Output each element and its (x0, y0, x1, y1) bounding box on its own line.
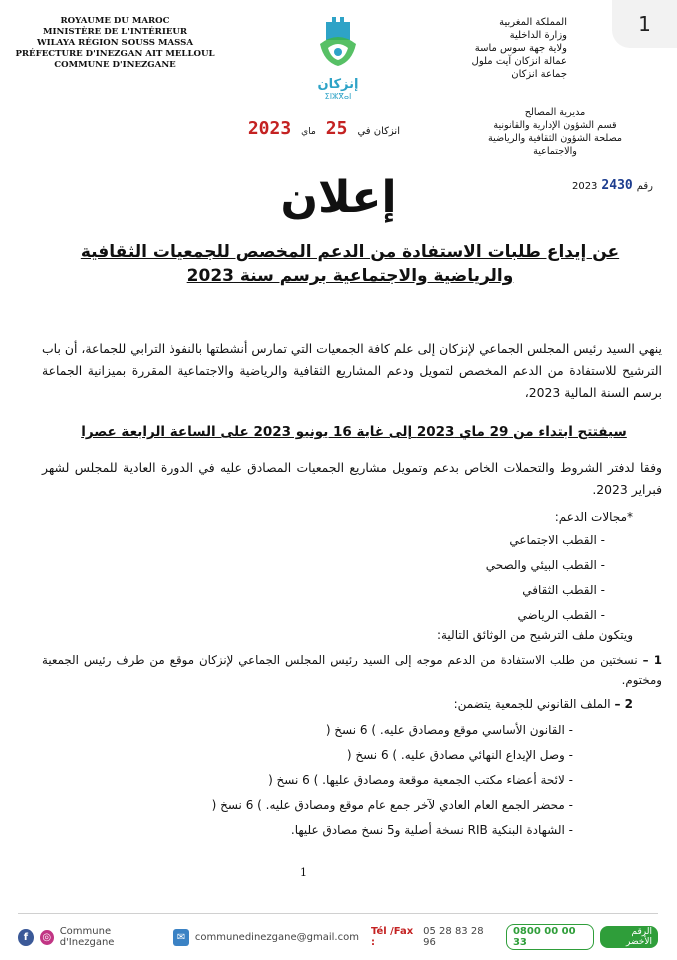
facebook-icon: f (18, 929, 34, 946)
logo-emblem-icon (298, 14, 378, 74)
footer-tel-label: Tél /Fax : (370, 926, 414, 948)
header-ar-line: وزارة الداخلية (509, 30, 567, 41)
doc-text: الملف القانوني للجمعية يتضمن: (453, 697, 611, 711)
legal-docs-list (212, 718, 573, 843)
page-number: 1 (300, 866, 307, 879)
list-item: - القطب الثقافي (522, 583, 605, 597)
list-item: - وصل الإيداع النهائي مصادق عليه. ) 6 نسخ ( (346, 748, 573, 762)
header-fr-line: WILAYA RÉGION SOUSS MASSA (36, 38, 194, 48)
header-ar-line: المملكة المغربية (499, 17, 567, 28)
doc-item-1 (42, 650, 662, 690)
date-year: 2023 (247, 118, 292, 139)
date-day: 25 (325, 118, 348, 139)
email-icon: ✉ (173, 929, 189, 946)
date-place: انزكان في (357, 126, 400, 137)
reference-label: رقم (636, 181, 653, 192)
list-item: - القانون الأساسي موقع ومصادق عليه. ) 6 نسخ ( (325, 723, 573, 737)
intro-paragraph: ينهي السيد رئيس المجلس الجماعي لإنزكان إلى علم كافة الجمعيات التي تمارس أنشطتها بالنفوذ الترابي للجماعة، أن باب الترشيح للاستفادة من الدعم المخصص لتمويل ودعم المشاريع الثقافية والرياضية والاجتماعية المقررة بميزانية الجماعة برسم السنة المالية 2023، (42, 341, 662, 400)
subtitle-line: عن إيداع طلبات الاستفادة من الدعم المخصص للجمعيات الثقافية (80, 242, 620, 262)
fields-title: *مجالات الدعم: (554, 510, 633, 524)
announcement-title: إعلان (280, 172, 397, 223)
department-line: مديرية المصالح (524, 107, 586, 118)
footer (18, 924, 658, 950)
green-number: 0800 00 00 33 (506, 924, 594, 950)
header-ar-line: عمالة انزكان آيت ملول (471, 56, 567, 67)
header-fr-line: COMMUNE D'INEZGANE (54, 60, 176, 70)
logo-name-tz: ⵉⵏⵣⴳⴰⵏ (324, 92, 352, 101)
list-item: - محضر الجمع العام العادي لآخر جمع عام موقع ومصادق عليه. ) 6 نسخ ( (211, 798, 573, 812)
commune-logo (298, 14, 378, 101)
department-line: والاجتماعية (533, 146, 577, 157)
deadline-highlight: سيفتتح ابتداء من 29 ماي 2023 إلى غاية 16 يونيو 2023 على الساعة الرابعة عصرا (81, 424, 627, 440)
field-label: القطب البيئي والصحي (485, 558, 597, 572)
green-number-label: الرقم الأخضر (600, 926, 658, 948)
page-counter-badge (612, 0, 677, 48)
field-label: القطب الاجتماعي (509, 533, 597, 547)
list-item: - لائحة أعضاء مكتب الجمعية موقعة ومصادق عليها. ) 6 نسخ ( (268, 773, 573, 787)
department-line: قسم الشؤون الإدارية والقانونية (493, 120, 617, 131)
doc-subitem: محضر الجمع العام العادي لآخر جمع عام موقع ومصادق عليه. ) 6 نسخ ( (211, 798, 565, 812)
document-date (200, 118, 400, 139)
instagram-icon: ◎ (40, 930, 54, 945)
footer-facebook: Commune d'Inezgane (59, 926, 115, 948)
list-item: - الشهادة البنكية RIB نسخة أصلية و5 نسخ مصادق عليها. (290, 823, 573, 837)
department-block (455, 106, 655, 158)
list-item: - القطب البيئي والصحي (485, 558, 605, 572)
field-label: القطب الثقافي (522, 583, 597, 597)
doc-item-2 (454, 697, 633, 711)
header-fr (10, 16, 220, 71)
subtitle-line: والرياضية والاجتماعية برسم سنة 2023 (186, 266, 514, 286)
header-ar-line: جماعة انزكان (511, 69, 567, 80)
doc-text: نسختين من طلب الاستفادة من الدعم موجه إلى السيد رئيس المجلس الجماعي لإنزكان موقع من طرف رئيس الجمعية ومختوم. (42, 653, 662, 687)
logo-name-ar: إنزكان (317, 77, 359, 92)
conditions-paragraph: وفقا لدفتر الشروط والتحملات الخاص بدعم وتمويل مشاريع الجمعيات المصادق عليه في الدورة العادية للمجلس لشهر فبراير 2023. (42, 460, 662, 497)
header-fr-line: PRÉFECTURE D'INEZGAN AIT MELLOUL (15, 49, 215, 59)
date-month: ماي (301, 127, 316, 137)
doc-subitem: وصل الإيداع النهائي مصادق عليه. ) 6 نسخ ( (346, 748, 565, 762)
footer-divider (18, 913, 658, 914)
docs-intro: ويتكون ملف الترشيح من الوثائق التالية: (436, 628, 633, 642)
doc-subitem: القانون الأساسي موقع ومصادق عليه. ) 6 نسخ ( (325, 723, 565, 737)
header-fr-line: MINISTÈRE DE L'INTÉRIEUR (42, 27, 188, 37)
page-counter: 1 (638, 12, 651, 36)
list-item: - القطب الاجتماعي (509, 533, 605, 547)
doc-number: 2 – (614, 697, 633, 711)
footer-email: communedinezgane@gmail.com (194, 931, 359, 943)
announcement-subtitle (40, 240, 660, 288)
list-item: - القطب الرياضي (517, 608, 605, 622)
header-ar-line: ولاية جهة سوس ماسة (474, 43, 567, 54)
department-line: مصلحة الشؤون الثقافية والرياضية (487, 133, 623, 144)
header-ar (417, 16, 567, 81)
reference-year: 2023 (571, 181, 598, 192)
field-label: القطب الرياضي (517, 608, 597, 622)
fields-list (486, 528, 605, 628)
doc-number: 1 – (642, 653, 663, 667)
doc-subitem: الشهادة البنكية RIB نسخة أصلية و5 نسخ مصادق عليها. (290, 823, 565, 837)
header-fr-line: ROYAUME DU MAROC (60, 16, 170, 26)
reference-value: 2430 (601, 178, 633, 193)
footer-tel: 05 28 83 28 96 (423, 926, 484, 948)
doc-subitem: لائحة أعضاء مكتب الجمعية موقعة ومصادق عليها. ) 6 نسخ ( (268, 773, 565, 787)
